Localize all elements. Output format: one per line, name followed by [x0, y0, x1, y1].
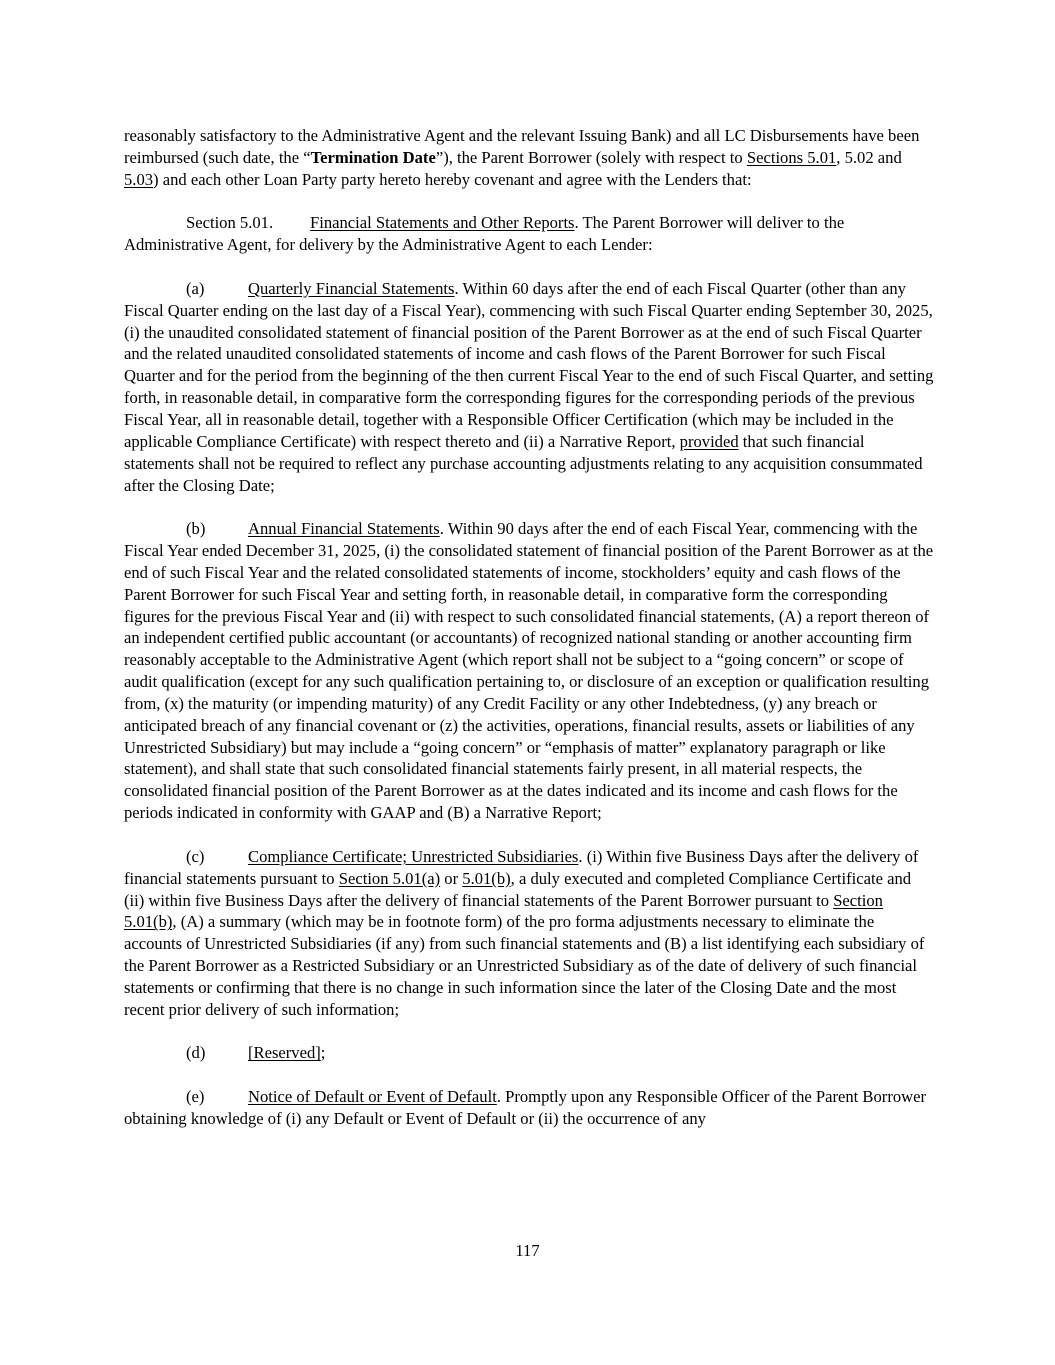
item-text: . Promptly upon any Responsible Officer of the Parent Borrower obtaining knowledge of (i) any Default or Event of Default or (ii) the occurrence of any: [124, 1087, 927, 1128]
item-text: that such financial statements shall not be required to reflect any purchase accounting adjustments relating to any acquisition consummated after the Closing Date;: [124, 431, 923, 495]
section-reference: Section 5.01(a): [338, 868, 441, 888]
proviso-term: provided: [679, 431, 739, 451]
item-title: Quarterly Financial Statements: [248, 278, 455, 298]
item-label: (d): [186, 1043, 206, 1063]
section-text: . The Parent Borrower will deliver to the Administrative Agent, for delivery by the Administrative Agent to each Lender:: [124, 213, 845, 255]
intro-text: ) and each other Loan Party party hereto hereby covenant and agree with the Lenders that:: [153, 169, 752, 189]
section-reference: 5.01(b): [462, 868, 511, 888]
item-text: , (A) a summary (which may be in footnote form) of the pro forma adjustments necessary to eliminate the accounts of Unrestricted Subsidiaries (if any) from such financial statements and (B) a list identifying each subsidiary of the Parent Borrower as a Restricted Subsidiary or an Unrestricted Subsidiary as of the date of delivery of such financial statements or confirming that there is no change in such information since the later of the Closing Date and the most recent prior delivery of such information;: [124, 912, 925, 1019]
item-text: ;: [320, 1043, 326, 1063]
item-text: . (i) Within five Business Days after the delivery of financial statements pursuant to: [124, 846, 919, 888]
section-paragraph: [124, 212, 934, 256]
item-text: or: [440, 868, 463, 888]
intro-text: reasonably satisfactory to the Administrative Agent and the relevant Issuing Bank) and all LC Disbursements have been reimbursed (such date, the “: [124, 126, 920, 167]
item-c-paragraph: [124, 846, 934, 1021]
item-title: Annual Financial Statements: [248, 519, 440, 539]
intro-paragraph: [124, 125, 934, 191]
item-label: (c): [186, 846, 205, 866]
item-text: . Within 60 days after the end of each Fiscal Quarter (other than any Fiscal Quarter ending on the last day of a Fiscal Year), commencing with such Fiscal Quarter ending September 30, 2025, (i) the unaudited consolidated statement of financial position of the Parent Borrower as at the end of such Fiscal Quarter and the related unaudited consolidated statements of income and cash flows of the Parent Borrower for such Fiscal Quarter and for the period from the beginning of the then current Fiscal Year to the end of such Fiscal Quarter, and setting forth, in reasonable detail, in comparative form the corresponding figures for the corresponding periods of the previous Fiscal Year, all in reasonable detail, together with a Responsible Officer Certification (which may be included in the applicable Compliance Certificate) with respect thereto and (ii) a Narrative Report,: [124, 278, 934, 451]
item-d-paragraph: [124, 1042, 934, 1064]
item-label: (b): [186, 519, 206, 539]
section-reference: Sections 5.01: [746, 147, 837, 167]
intro-text: ”), the Parent Borrower (solely with respect to: [435, 147, 747, 167]
page-number: 117: [515, 1241, 540, 1260]
section-number: Section 5.01.: [186, 213, 274, 233]
item-text: , a duly executed and completed Compliance Certificate and (ii) within five Business Days after the delivery of financial statements of the Parent Borrower pursuant to: [124, 868, 912, 910]
section-reference: Section 5.01(b): [124, 890, 883, 932]
item-title: [Reserved]: [248, 1043, 321, 1063]
item-e-paragraph: [124, 1086, 934, 1130]
section-title: Financial Statements and Other Reports: [310, 213, 575, 233]
intro-text: , 5.02 and: [836, 147, 902, 167]
item-title: Compliance Certificate; Unrestricted Subsidiaries: [248, 846, 579, 866]
item-a-paragraph: [124, 278, 934, 496]
item-label: (e): [186, 1087, 205, 1107]
defined-term: Termination Date: [310, 147, 436, 167]
item-title: Notice of Default or Event of Default: [248, 1087, 497, 1107]
document-page: [124, 125, 934, 1130]
section-reference: 5.03: [124, 169, 154, 189]
item-label: (a): [186, 278, 205, 298]
item-b-paragraph: [124, 518, 934, 824]
item-text: . Within 90 days after the end of each Fiscal Year, commencing with the Fiscal Year ended December 31, 2025, (i) the consolidated statement of financial position of the Parent Borrower as at the end of such Fiscal Year and the related consolidated statements of income, stockholders’ equity and cash flows of the Parent Borrower for such Fiscal Year and setting forth, in reasonable detail, in comparative form the corresponding figures for the previous Fiscal Year and (ii) with respect to such consolidated financial statements, (A) a report thereon of an independent certified public accountant (or accountants) of recognized national standing or another accounting firm reasonably acceptable to the Administrative Agent (which report shall not be subject to a “going concern” or scope of audit qualification (except for any such qualification pertaining to, or disclosure of an exception or qualification resulting from, (x) the maturity (or impending maturity) of any Credit Facility or any other Indebtedness, (y) any breach or anticipated breach of any financial covenant or (z) the activities, operations, financial results, assets or liabilities of any Unrestricted Subsidiary) but may include a “going concern” or “emphasis of matter” explanatory paragraph or like statement), and shall state that such consolidated financial statements fairly present, in all material respects, the consolidated financial position of the Parent Borrower as at the dates indicated and its income and cash flows for the periods indicated in conformity with GAAP and (B) a Narrative Report;: [124, 519, 934, 823]
